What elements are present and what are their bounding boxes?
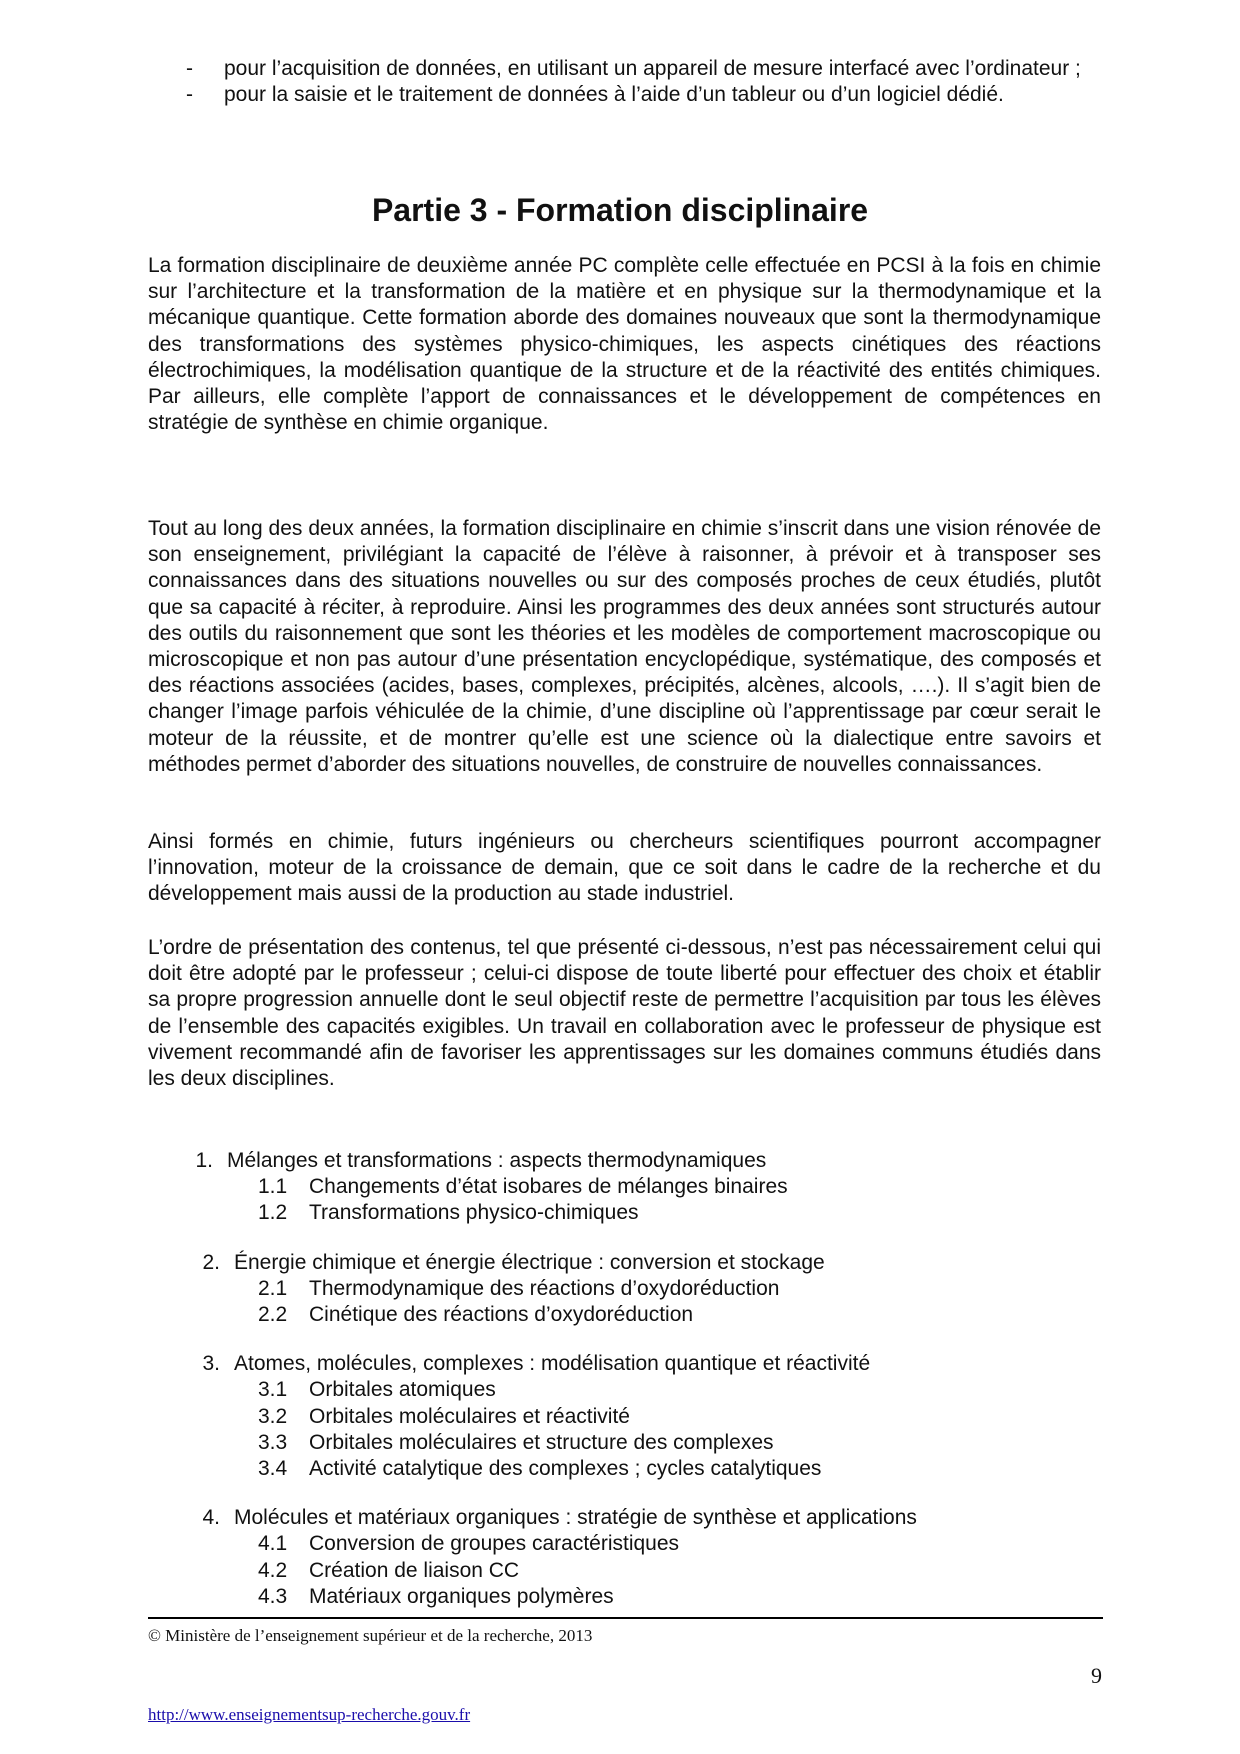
outline-subsection: [148, 1377, 1101, 1403]
subsection-title: Cinétique des réactions d’oxydoréduction: [309, 1303, 694, 1327]
outline-section: [148, 1148, 1101, 1227]
outline-section: [148, 1351, 1101, 1482]
outline-section: [148, 1505, 1101, 1610]
subsection-number: 2.1: [258, 1276, 288, 1300]
section-title: Énergie chimique et énergie électrique : conversion et stockage: [234, 1250, 825, 1274]
subsection-number: 1.1: [258, 1175, 288, 1199]
outline-subsection: [148, 1200, 1101, 1226]
subsection-title: Orbitales moléculaires et réactivité: [309, 1404, 630, 1428]
outline-subsection: [148, 1456, 1101, 1482]
subsection-title: Matériaux organiques polymères: [309, 1584, 614, 1608]
subsection-number: 1.2: [258, 1201, 288, 1225]
subsection-title: Activité catalytique des complexes ; cycles catalytiques: [309, 1457, 822, 1481]
bullet-text: pour l’acquisition de données, en utilisant un appareil de mesure interfacé avec l’ordinateur ;: [224, 57, 1081, 80]
subsection-number: 3.3: [258, 1430, 288, 1454]
outline-subsection: [148, 1584, 1101, 1610]
outline-subsection: [148, 1404, 1101, 1430]
bullet-marker: -: [186, 83, 193, 106]
subsection-number: 3.4: [258, 1457, 288, 1481]
outline-subsection: [148, 1531, 1101, 1557]
subsection-number: 3.2: [258, 1404, 288, 1428]
outline-subsection: [148, 1302, 1101, 1328]
bullet-item: [186, 56, 1102, 82]
outline-subsection: [148, 1558, 1101, 1584]
body-paragraph: Ainsi formés en chimie, futurs ingénieurs ou chercheurs scientifiques pourront accompagner l’innovation, moteur de la croissance de demain, que ce soit dans le cadre de la recherche et du développement mais aussi de la production au stade industriel.: [148, 830, 1101, 906]
footer-link[interactable]: http://www.enseignementsup-recherche.gouv.fr: [148, 1705, 471, 1724]
bullet-marker: -: [186, 57, 193, 80]
footer-divider: [148, 1617, 1103, 1619]
outline-subsection: [148, 1430, 1101, 1456]
subsection-number: 4.2: [258, 1558, 288, 1582]
subsection-number: 2.2: [258, 1303, 288, 1327]
subsection-title: Changements d’état isobares de mélanges binaires: [309, 1175, 788, 1199]
subsection-title: Conversion de groupes caractéristiques: [309, 1532, 680, 1556]
body-paragraph: Tout au long des deux années, la formation disciplinaire en chimie s’inscrit dans une vision rénovée de son enseignement, privilégiant la capacité de l’élève à raisonner, à prévoir et à transposer ses connaissances dans des situations nouvelles ou sur des composés proches de ceux étudiés, plutôt que sa capacité à réciter, à reproduire. Ainsi les programmes des deux années sont structurés autour des outils du raisonnement que sont les théories et les modèles de comportement macroscopique ou microscopique et non pas autour d’une présentation encyclopédique, systématique, des composés et des réactions associées (acides, bases, complexes, précipités, alcènes, alcools, ….). Il s’agit bien de changer l’image parfois véhiculée de la chimie, d’une discipline où l’apprentissage par cœur serait le moteur de la réussite, et de montrer qu’elle est une science où la dialectique entre savoirs et méthodes permet d’aborder des situations nouvelles, de construire de nouvelles connaissances.: [148, 517, 1101, 776]
section-number: 2.: [202, 1250, 220, 1274]
section-title: Mélanges et transformations : aspects thermodynamiques: [227, 1149, 767, 1172]
subsection-title: Création de liaison CC: [309, 1558, 520, 1582]
outline-subsection: [148, 1174, 1101, 1200]
section-number: 1.: [195, 1149, 213, 1172]
subsection-title: Thermodynamique des réactions d’oxydoréduction: [309, 1276, 780, 1300]
section-title: Molécules et matériaux organiques : stratégie de synthèse et applications: [234, 1506, 917, 1530]
subsection-number: 4.3: [258, 1584, 288, 1608]
body-paragraph: L’ordre de présentation des contenus, tel que présenté ci-dessous, n’est pas nécessairement celui qui doit être adopté par le professeur ; celui-ci dispose de toute liberté pour effectuer des choix et établir sa propre progression annuelle dont le seul objectif reste de permettre l’acquisition par tous les élèves de l’ensemble des capacités exigibles. Un travail en collaboration avec le professeur de physique est vivement recommandé afin de favoriser les apprentissages sur les domaines communs étudiés dans les deux disciplines.: [148, 936, 1101, 1091]
intro-paragraph: La formation disciplinaire de deuxième année PC complète celle effectuée en PCSI à la fois en chimie sur l’architecture et la transformation de la matière et en physique sur la thermodynamique et la mécanique quantique. Cette formation aborde des domaines nouveaux que sont la thermodynamique des transformations des systèmes physico-chimiques, les aspects cinétiques des réactions électrochimiques, la modélisation quantique de la structure et de la réactivité des entités chimiques. Par ailleurs, elle complète l’apport de connaissances et le développement de compétences en stratégie de synthèse en chimie organique.: [148, 254, 1101, 435]
bullet-text: pour la saisie et le traitement de données à l’aide d’un tableur ou d’un logiciel dédié.: [224, 83, 1004, 106]
bullet-list: [186, 56, 1102, 108]
bullet-item: [186, 82, 1102, 108]
page-title: Partie 3 - Formation disciplinaire: [371, 192, 869, 228]
subsection-number: 3.1: [258, 1378, 288, 1402]
footer-copyright: © Ministère de l’enseignement supérieur et de la recherche, 2013: [148, 1626, 593, 1645]
subsection-number: 4.1: [258, 1532, 288, 1556]
section-title: Atomes, molécules, complexes : modélisation quantique et réactivité: [234, 1352, 871, 1376]
subsection-title: Transformations physico-chimiques: [309, 1201, 639, 1225]
outline-subsection: [148, 1276, 1101, 1302]
page-number: 9: [1091, 1663, 1102, 1688]
section-number: 4.: [202, 1506, 220, 1530]
subsection-title: Orbitales atomiques: [309, 1378, 496, 1402]
subsection-title: Orbitales moléculaires et structure des complexes: [309, 1430, 774, 1454]
outline-section: [148, 1250, 1101, 1329]
contents-outline: [148, 1148, 1101, 1633]
section-number: 3.: [202, 1352, 220, 1376]
